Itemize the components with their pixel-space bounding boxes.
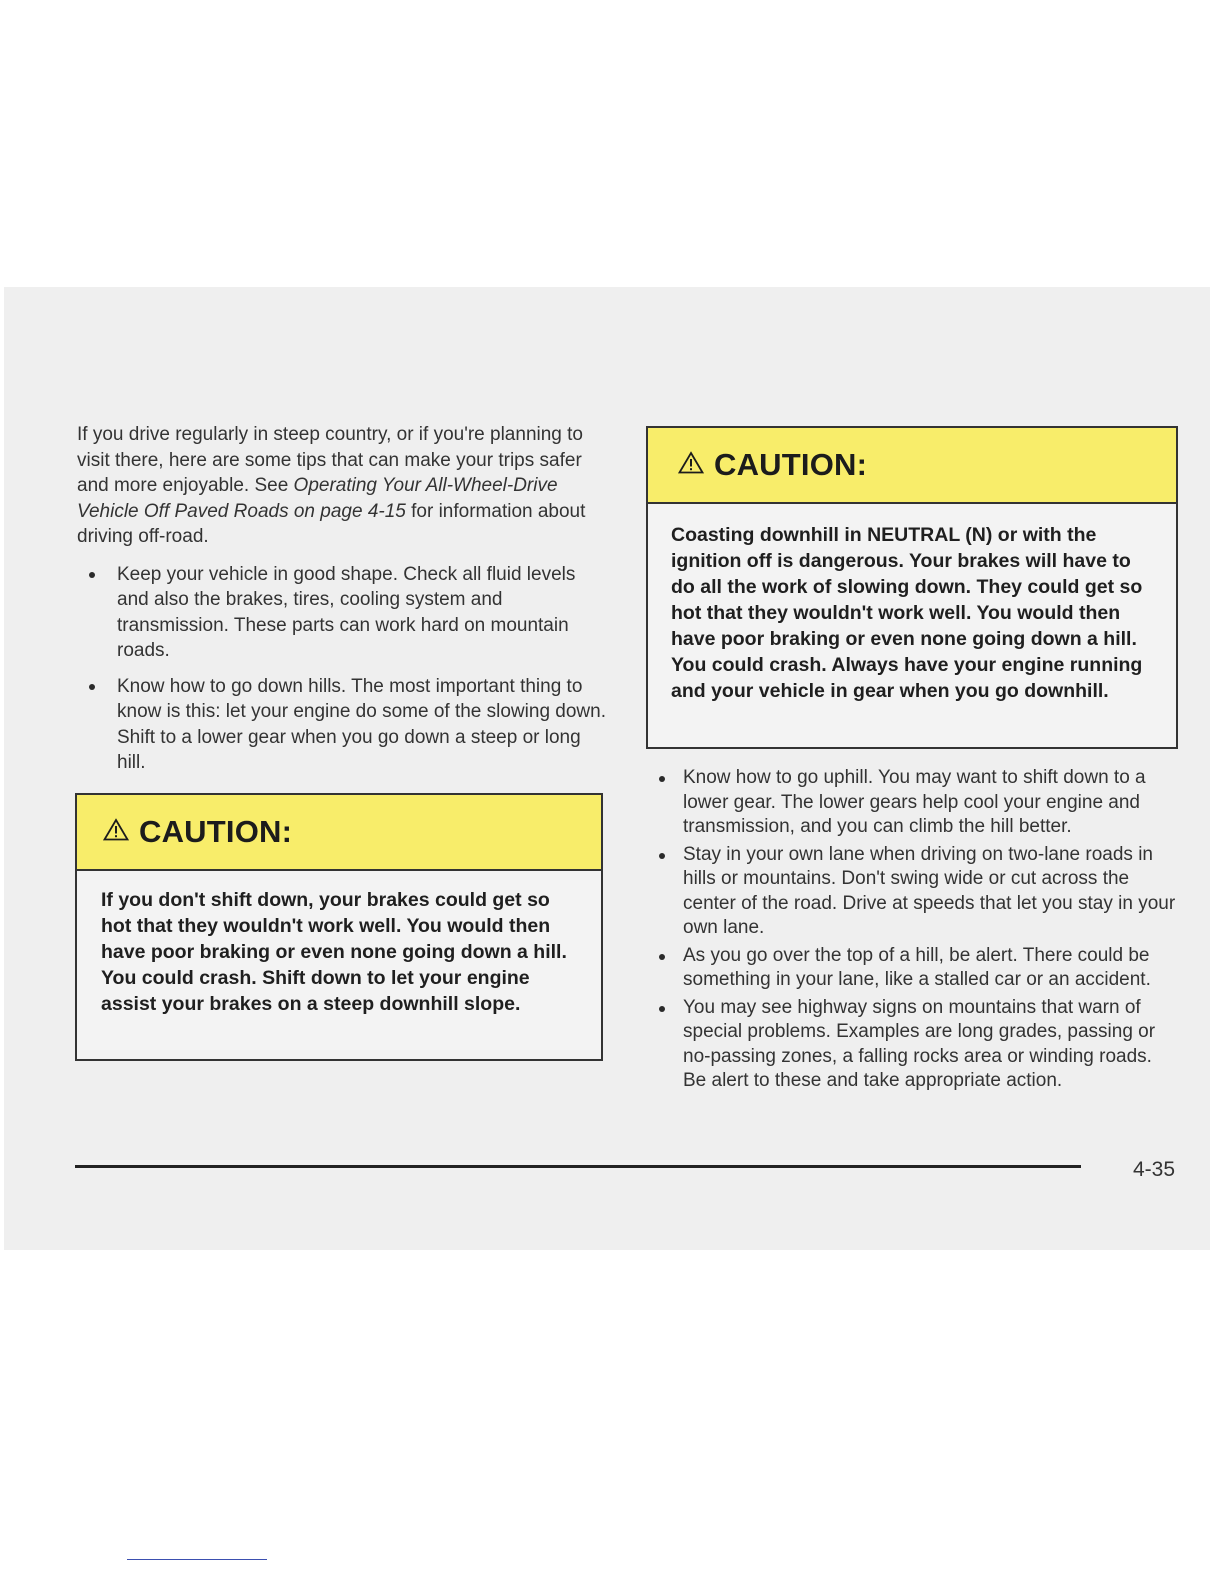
list-item-text: Keep your vehicle in good shape. Check all fluid levels and also the brakes, tires, cooling system and transmission. These parts can work hard on mountain roads. (117, 563, 576, 661)
list-item (646, 766, 1180, 840)
list-item-text: Know how to go down hills. The most important thing to know is this: let your engine do some of the slowing down. Shift to a lower gear when you go down a steep or long hill. (117, 675, 606, 773)
caution-text: Coasting downhill in NEUTRAL (N) or with the ignition off is dangerous. Your brakes will have to do all the work of slowing down. They could get so hot that they wouldn't work well. You would then have poor braking or even none going down a hill. You could crash. Always have your engine running and your vehicle in gear when you go downhill. (671, 524, 1143, 702)
bullet-icon (659, 776, 665, 782)
caution-title: CAUTION: (139, 814, 293, 849)
intro-text-end: for information about driving off-road. (77, 500, 586, 547)
warning-triangle-icon (103, 818, 129, 846)
bullet-icon (659, 954, 665, 960)
bullet-icon (89, 684, 95, 690)
bottom-divider (127, 1559, 267, 1560)
left-column (77, 422, 607, 786)
list-item-text: You may see highway signs on mountains that warn of special problems. Examples are long grades, passing or no-passing zones, a falling rocks area or winding roads. Be alert to these and take appropriate action. (683, 996, 1156, 1091)
tips-list (77, 562, 607, 776)
list-item (646, 996, 1180, 1094)
bullet-icon (659, 1006, 665, 1012)
right-column (646, 426, 1180, 1097)
tips-list (646, 766, 1180, 1094)
list-item (77, 562, 607, 664)
caution-text: If you don't shift down, your brakes could get so hot that they wouldn't work well. You would then have poor braking or even none going down a hill. You could crash. Shift down to let your engine assist your brakes on a steep downhill slope. (101, 889, 567, 1015)
caution-box-coasting (646, 426, 1178, 749)
cross-reference-link[interactable]: Operating Your All-Wheel-Drive Vehicle Off Paved Roads on page 4-15 (77, 475, 558, 522)
list-item-text: As you go over the top of a hill, be alert. There could be something in your lane, like a stalled car or an accident. (683, 944, 1151, 990)
intro-paragraph (77, 422, 607, 550)
page-number: 4-35 (1133, 1158, 1176, 1181)
caution-box-shift-down (75, 793, 603, 1061)
list-item (646, 843, 1180, 941)
list-item-text: Stay in your own lane when driving on two-lane roads in hills or mountains. Don't swing wide or cut across the center of the road. Drive at speeds that let you stay in your own lane. (683, 843, 1176, 938)
caution-header (648, 428, 1176, 504)
caution-title: CAUTION: (714, 447, 868, 482)
bullet-icon (89, 572, 95, 578)
bullet-icon (659, 853, 665, 859)
list-item (646, 944, 1180, 993)
footer-divider (75, 1165, 1081, 1168)
warning-triangle-icon (678, 451, 704, 479)
intro-text: If you drive regularly in steep country, or if you're planning to visit there, here are some tips that can make your trips safer and more enjoyable. See (77, 424, 583, 496)
list-item (77, 674, 607, 776)
list-item-text: Know how to go uphill. You may want to shift down to a lower gear. The lower gears help cool your engine and transmission, and you can climb the hill better. (683, 767, 1146, 837)
caution-header (77, 795, 601, 871)
